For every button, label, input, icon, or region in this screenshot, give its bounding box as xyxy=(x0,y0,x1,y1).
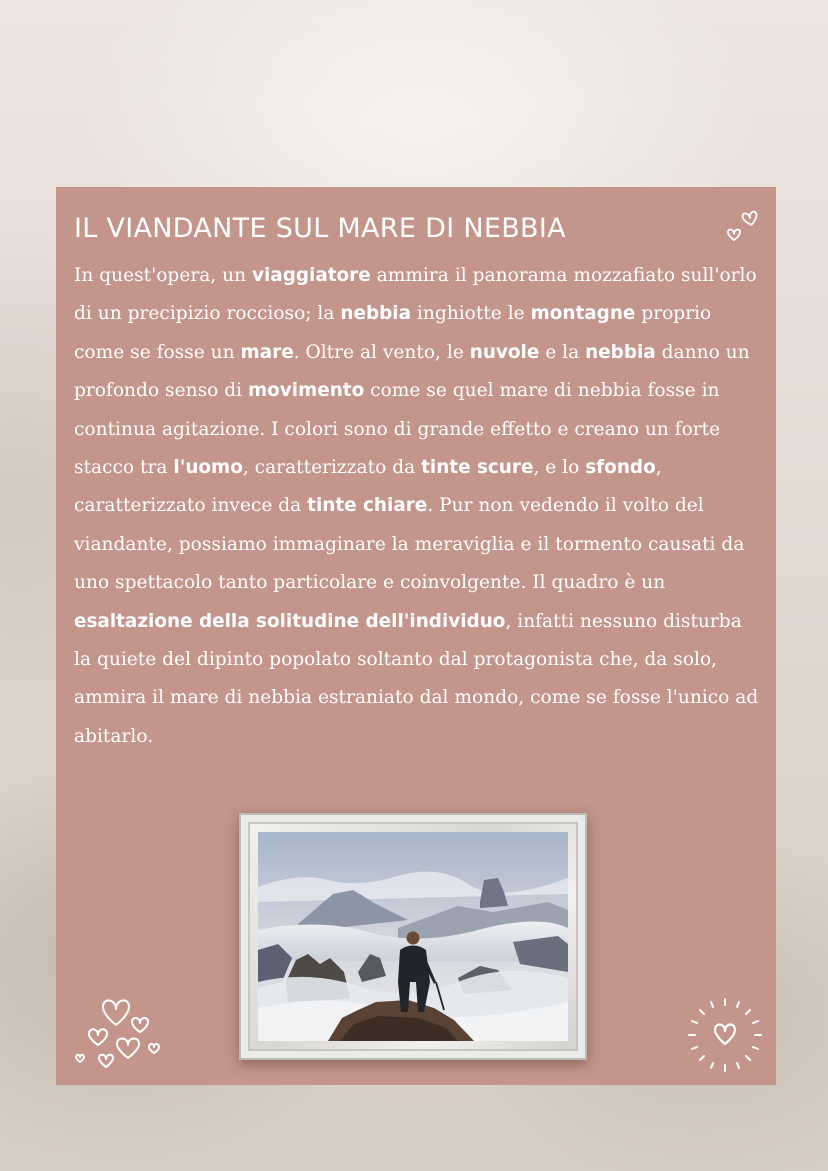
text-segment: come se quel mare di nebbia fosse in continua agitazione. I colori sono di grande effetto e creano un forte stacco tra xyxy=(74,380,721,479)
text-segment: danno un profondo senso di xyxy=(74,341,750,402)
text-segment: ammira il panorama mozzafiato sull'orlo di un precipizio roccioso; la xyxy=(74,265,757,325)
bold-keyword: nuvole xyxy=(469,341,540,363)
bold-keyword: nebbia xyxy=(585,341,656,363)
info-card xyxy=(56,187,776,1085)
bold-keyword: esaltazione della solitudine dell'individuo xyxy=(74,610,506,632)
text-segment: inghiotte le xyxy=(411,303,531,325)
bold-keyword: nebbia xyxy=(340,303,411,325)
text-segment: , caratterizzato da xyxy=(242,457,422,479)
text-segment: , e lo xyxy=(533,457,586,479)
text-segment: , caratterizzato invece da xyxy=(74,457,662,517)
card-title: IL VIANDANTE SUL MARE DI NEBBIA xyxy=(74,213,566,244)
bold-keyword: mare xyxy=(240,341,294,363)
bold-keyword: l'uomo xyxy=(173,457,243,479)
bold-keyword: sfondo xyxy=(585,457,656,479)
two-hearts-icon xyxy=(722,201,768,247)
sparkle-heart-icon xyxy=(680,993,770,1079)
wanderer-painting-image xyxy=(258,832,568,1041)
bold-keyword: viaggiatore xyxy=(252,265,371,286)
text-segment: e la xyxy=(539,341,586,363)
heart-cluster-icon xyxy=(70,987,170,1079)
text-segment: proprio come se fosse un xyxy=(74,303,712,363)
text-segment: , infatti nessuno disturba la quiete del dipinto popolato soltanto dal protagonista che, da solo, ammira il mare di nebbia estraniato dal mondo, come se fosse l'unico ad abitarlo. xyxy=(74,610,759,747)
bold-keyword: tinte chiare xyxy=(307,495,428,517)
bold-keyword: montagne xyxy=(530,303,636,325)
description-paragraph xyxy=(74,257,764,756)
painting-frame xyxy=(239,813,587,1060)
bold-keyword: movimento xyxy=(247,380,365,402)
text-segment: . Pur non vedendo il volto del viandante, possiamo immaginare la meraviglia e il tormento causati da uno spettacolo tanto particolare e coinvolgente. Il quadro è un xyxy=(74,495,745,594)
text-segment: . Oltre al vento, le xyxy=(293,341,470,363)
bold-keyword: tinte scure xyxy=(421,457,534,479)
text-segment: In quest'opera, un xyxy=(74,265,252,286)
